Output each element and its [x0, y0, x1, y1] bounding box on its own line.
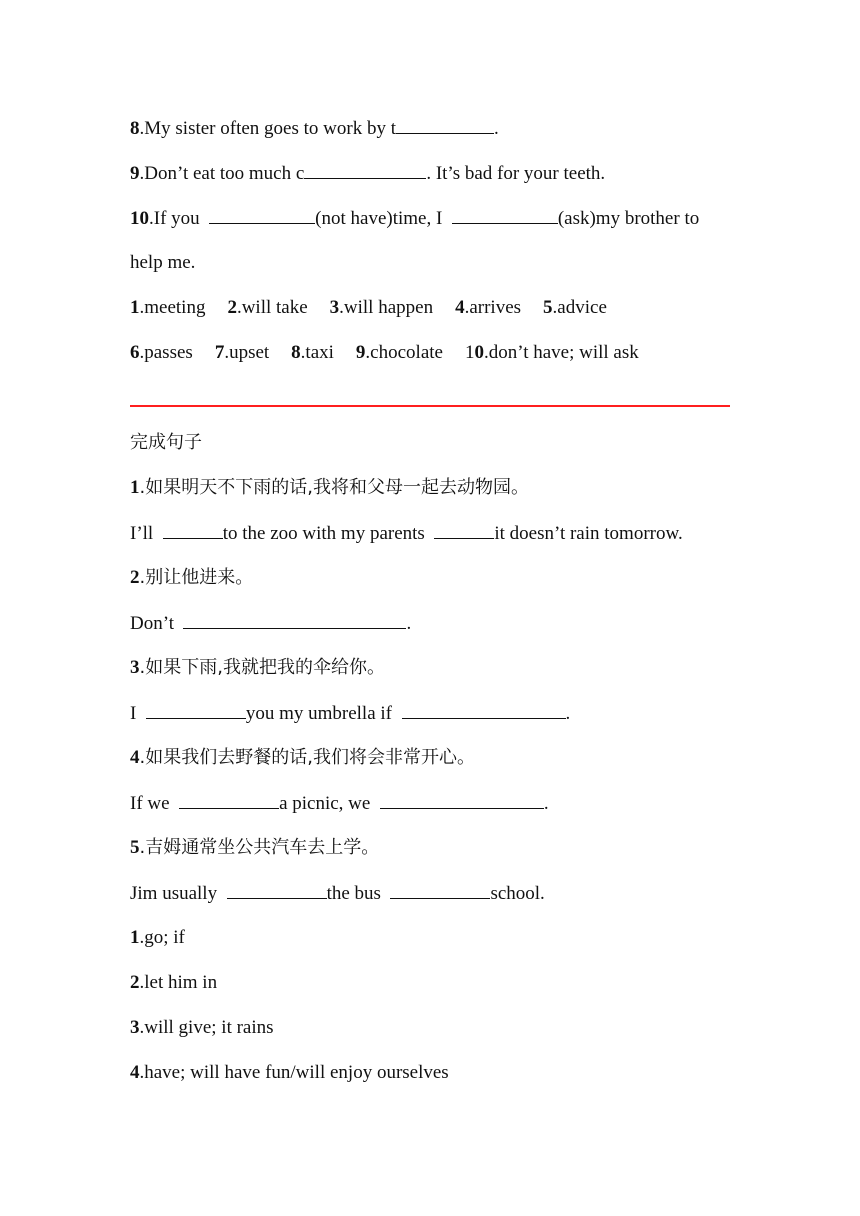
question-number: 10 — [130, 208, 149, 229]
chinese-sentence: .如果下雨,我就把我的伞给你。 — [139, 657, 385, 678]
question-10-continued: help me. — [130, 252, 196, 273]
chinese-sentence: .别让他进来。 — [139, 567, 254, 588]
item-2-chinese — [130, 566, 253, 590]
chinese-sentence: .如果明天不下雨的话,我将和父母一起去动物园。 — [139, 477, 529, 498]
item-number: 5 — [130, 837, 140, 858]
answer-blank[interactable] — [163, 521, 223, 539]
item-5-english: Jim usually the bus school. — [130, 883, 545, 904]
question-text: .My sister often goes to work by t — [139, 118, 396, 139]
question-text: (not have)time, I — [315, 208, 443, 229]
question-text: (ask)my brother to — [557, 208, 700, 229]
answer-key-row-2 — [130, 341, 639, 365]
answer-item: 10.don’t have; will ask — [464, 342, 639, 363]
answer-blank[interactable] — [183, 611, 406, 629]
question-number: 9 — [130, 163, 140, 184]
question-8 — [130, 116, 499, 141]
item-4-english: If we a picnic, we . — [130, 793, 549, 814]
answer-blank[interactable] — [402, 701, 566, 719]
chinese-sentence: .吉姆通常坐公共汽车去上学。 — [139, 837, 380, 858]
item-3-english: I you my umbrella if . — [130, 703, 571, 724]
question-text: .If you — [149, 208, 200, 229]
item-1-chinese — [130, 476, 529, 500]
answer-item: 7.upset — [214, 342, 270, 363]
answer-blank[interactable] — [380, 791, 544, 809]
item-4-chinese — [130, 746, 475, 770]
answer-blank[interactable] — [434, 521, 494, 539]
item-1-english: I’ll to the zoo with my parents it doesn’t rain tomorrow. — [130, 523, 683, 544]
question-text-end: . — [493, 118, 499, 139]
answer-item: 4.arrives — [455, 297, 522, 318]
answer-item: 1.meeting — [130, 297, 206, 318]
answer-item: 3.will happen — [329, 297, 434, 318]
answer-blank[interactable] — [209, 206, 315, 224]
answer-blank[interactable] — [390, 881, 490, 899]
item-number: 4 — [130, 747, 140, 768]
answer-1: 1.go; if — [130, 927, 185, 948]
item-number: 1 — [130, 477, 140, 498]
question-number: 8 — [130, 118, 140, 139]
question-text-end: . It’s bad for your teeth. — [426, 163, 606, 184]
answer-2: 2.let him in — [130, 972, 218, 993]
question-10 — [130, 206, 699, 231]
item-3-chinese — [130, 656, 385, 680]
answer-item: 8.taxi — [291, 342, 334, 363]
answer-3: 3.will give; it rains — [130, 1017, 274, 1038]
answer-blank[interactable] — [304, 161, 426, 179]
section-heading: 完成句子 — [130, 432, 202, 453]
chinese-sentence: .如果我们去野餐的话,我们将会非常开心。 — [139, 747, 475, 768]
answer-item: 6.passes — [130, 342, 193, 363]
question-text: .Don’t eat too much c — [139, 163, 305, 184]
answer-blank[interactable] — [146, 701, 246, 719]
answer-item: 9.chocolate — [355, 342, 443, 363]
item-number: 2 — [130, 567, 140, 588]
answer-blank[interactable] — [227, 881, 327, 899]
answer-item: 2.will take — [227, 297, 308, 318]
item-2-english: Don’t . — [130, 613, 412, 634]
item-5-chinese — [130, 836, 379, 860]
answer-key-row-1 — [130, 296, 607, 320]
item-number: 3 — [130, 657, 140, 678]
section-divider — [130, 405, 730, 407]
answer-blank[interactable] — [179, 791, 279, 809]
question-9 — [130, 161, 605, 186]
answer-4: 4.have; will have fun/will enjoy ourselves — [130, 1062, 449, 1083]
answer-blank[interactable] — [452, 206, 558, 224]
answer-item: 5.advice — [543, 297, 607, 318]
answer-blank[interactable] — [396, 116, 494, 134]
